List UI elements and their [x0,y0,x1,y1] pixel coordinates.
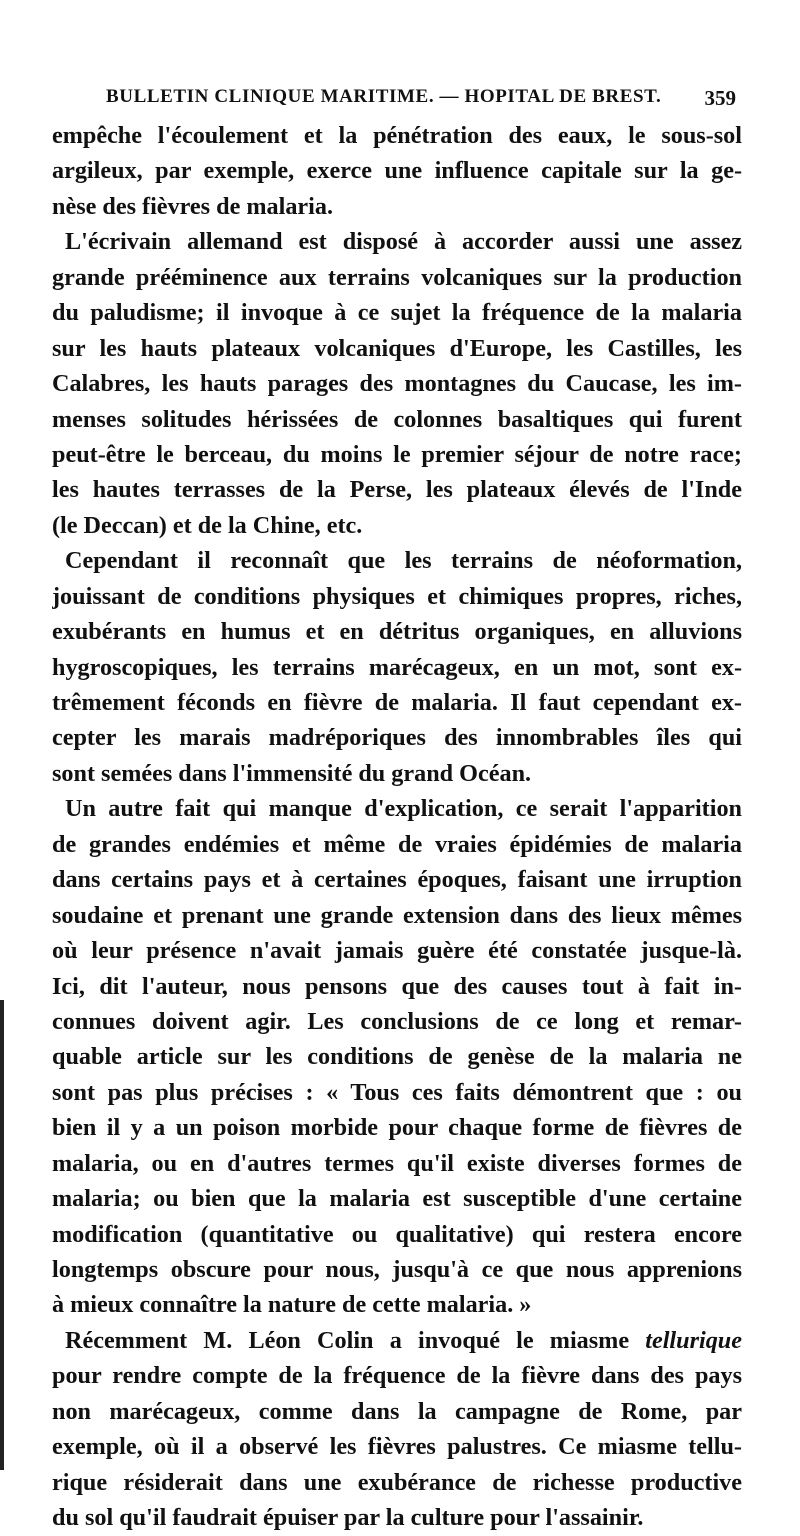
text-line: les hautes terrasses de la Perse, les plateaux élevés de l'Inde [52,476,742,504]
text-line: menses solitudes hérissées de colonnes basaltiques qui furent [52,405,742,433]
text-line: longtemps obscure pour nous, jusqu'à ce que nous apprenions [52,1256,742,1283]
text-line: Ici, dit l'auteur, nous pensons que des causes tout à fait in- [52,972,742,1000]
text-line: dans certains pays et à certaines époques, faisant une irruption [52,866,742,894]
text-line: sur les hauts plateaux volcaniques d'Europe, les Castilles, les [52,334,742,362]
text-line: malaria; ou bien que la malaria est susceptible d'une certaine [52,1185,742,1213]
text-line: soudaine et prenant une grande extension dans des lieux mêmes [52,901,742,929]
text-line: L'écrivain allemand est disposé à accorder aussi une assez [65,228,742,256]
text-line: cepter les marais madréporiques des innombrables îles qui [52,724,742,752]
text-line: exemple, où il a observé les fièvres palustres. Ce miasme tellu- [52,1433,742,1461]
text-line: trêmement féconds en fièvre de malaria. Il faut cependant ex- [52,689,742,716]
italic-term: tellurique [645,1326,742,1354]
text-line: nèse des fièvres de malaria. [52,192,334,220]
text-line: empêche l'écoulement et la pénétration des eaux, le sous-sol [52,122,742,149]
text-line: de grandes endémies et même de vraies épidémies de malaria [52,830,742,858]
text-line: Calabres, les hauts parages des montagnes du Caucase, les im- [52,370,742,398]
running-title: BULLETIN CLINIQUE MARITIME. — HOPITAL DE BREST. [106,86,662,107]
body-text [52,118,742,1536]
text-line: malaria, ou en d'autres termes qu'il existe diverses formes de [52,1149,742,1177]
scan-edge-shadow [0,1000,4,1470]
text-line: modification (quantitative ou qualitative) qui restera encore [52,1220,742,1248]
paragraph [52,543,742,791]
paragraph [52,791,742,1323]
text-line: quable article sur les conditions de genèse de la malaria ne [52,1043,742,1071]
text-line: Un autre fait qui manque d'explication, ce serait l'apparition [65,795,742,823]
text-line: pour rendre compte de la fréquence de la fièvre dans des pays [52,1362,742,1390]
text-line: hygroscopiques, les terrains marécageux, en un mot, sont ex- [52,653,742,681]
text-line: argileux, par exemple, exerce une influence capitale sur la ge- [52,157,742,185]
text-line: peut-être le berceau, du moins le premier séjour de notre race; [52,440,742,468]
text-line: sont semées dans l'immensité du grand Océan. [52,759,532,787]
text-line: rique résiderait dans une exubérance de richesse productive [52,1468,742,1496]
text-line: bien il y a un poison morbide pour chaque forme de fièvres de [52,1114,742,1142]
text-line: non marécageux, comme dans la campagne de Rome, par [52,1397,742,1425]
text-line: Cependant il reconnaît que les terrains de néoformation, [65,547,742,575]
paragraph [52,224,742,543]
text-line: connues doivent agir. Les conclusions de ce long et remar- [52,1007,742,1035]
text-line: où leur présence n'avait jamais guère été constatée jusque-là. [52,937,742,965]
text-line: grande prééminence aux terrains volcaniques sur la production [52,263,742,291]
text-line: du paludisme; il invoque à ce sujet la fréquence de la malaria [52,299,742,327]
text-line: (le Deccan) et de la Chine, etc. [52,511,363,539]
text-line: sont pas plus précises : « Tous ces faits démontrent que : ou [52,1078,742,1106]
text-line: à mieux connaître la nature de cette malaria. » [52,1291,532,1319]
paragraph [52,1323,742,1536]
text-line: Récemment M. Léon Colin a invoqué le miasme tellurique [65,1326,742,1354]
page-number: 359 [704,86,736,110]
text-line: jouissant de conditions physiques et chimiques propres, riches, [52,582,742,610]
text-line: du sol qu'il faudrait épuiser par la culture pour l'assainir. [52,1504,644,1532]
page-header [106,86,736,120]
paragraph [52,118,742,224]
text-line: exubérants en humus et en détritus organiques, en alluvions [52,618,742,646]
